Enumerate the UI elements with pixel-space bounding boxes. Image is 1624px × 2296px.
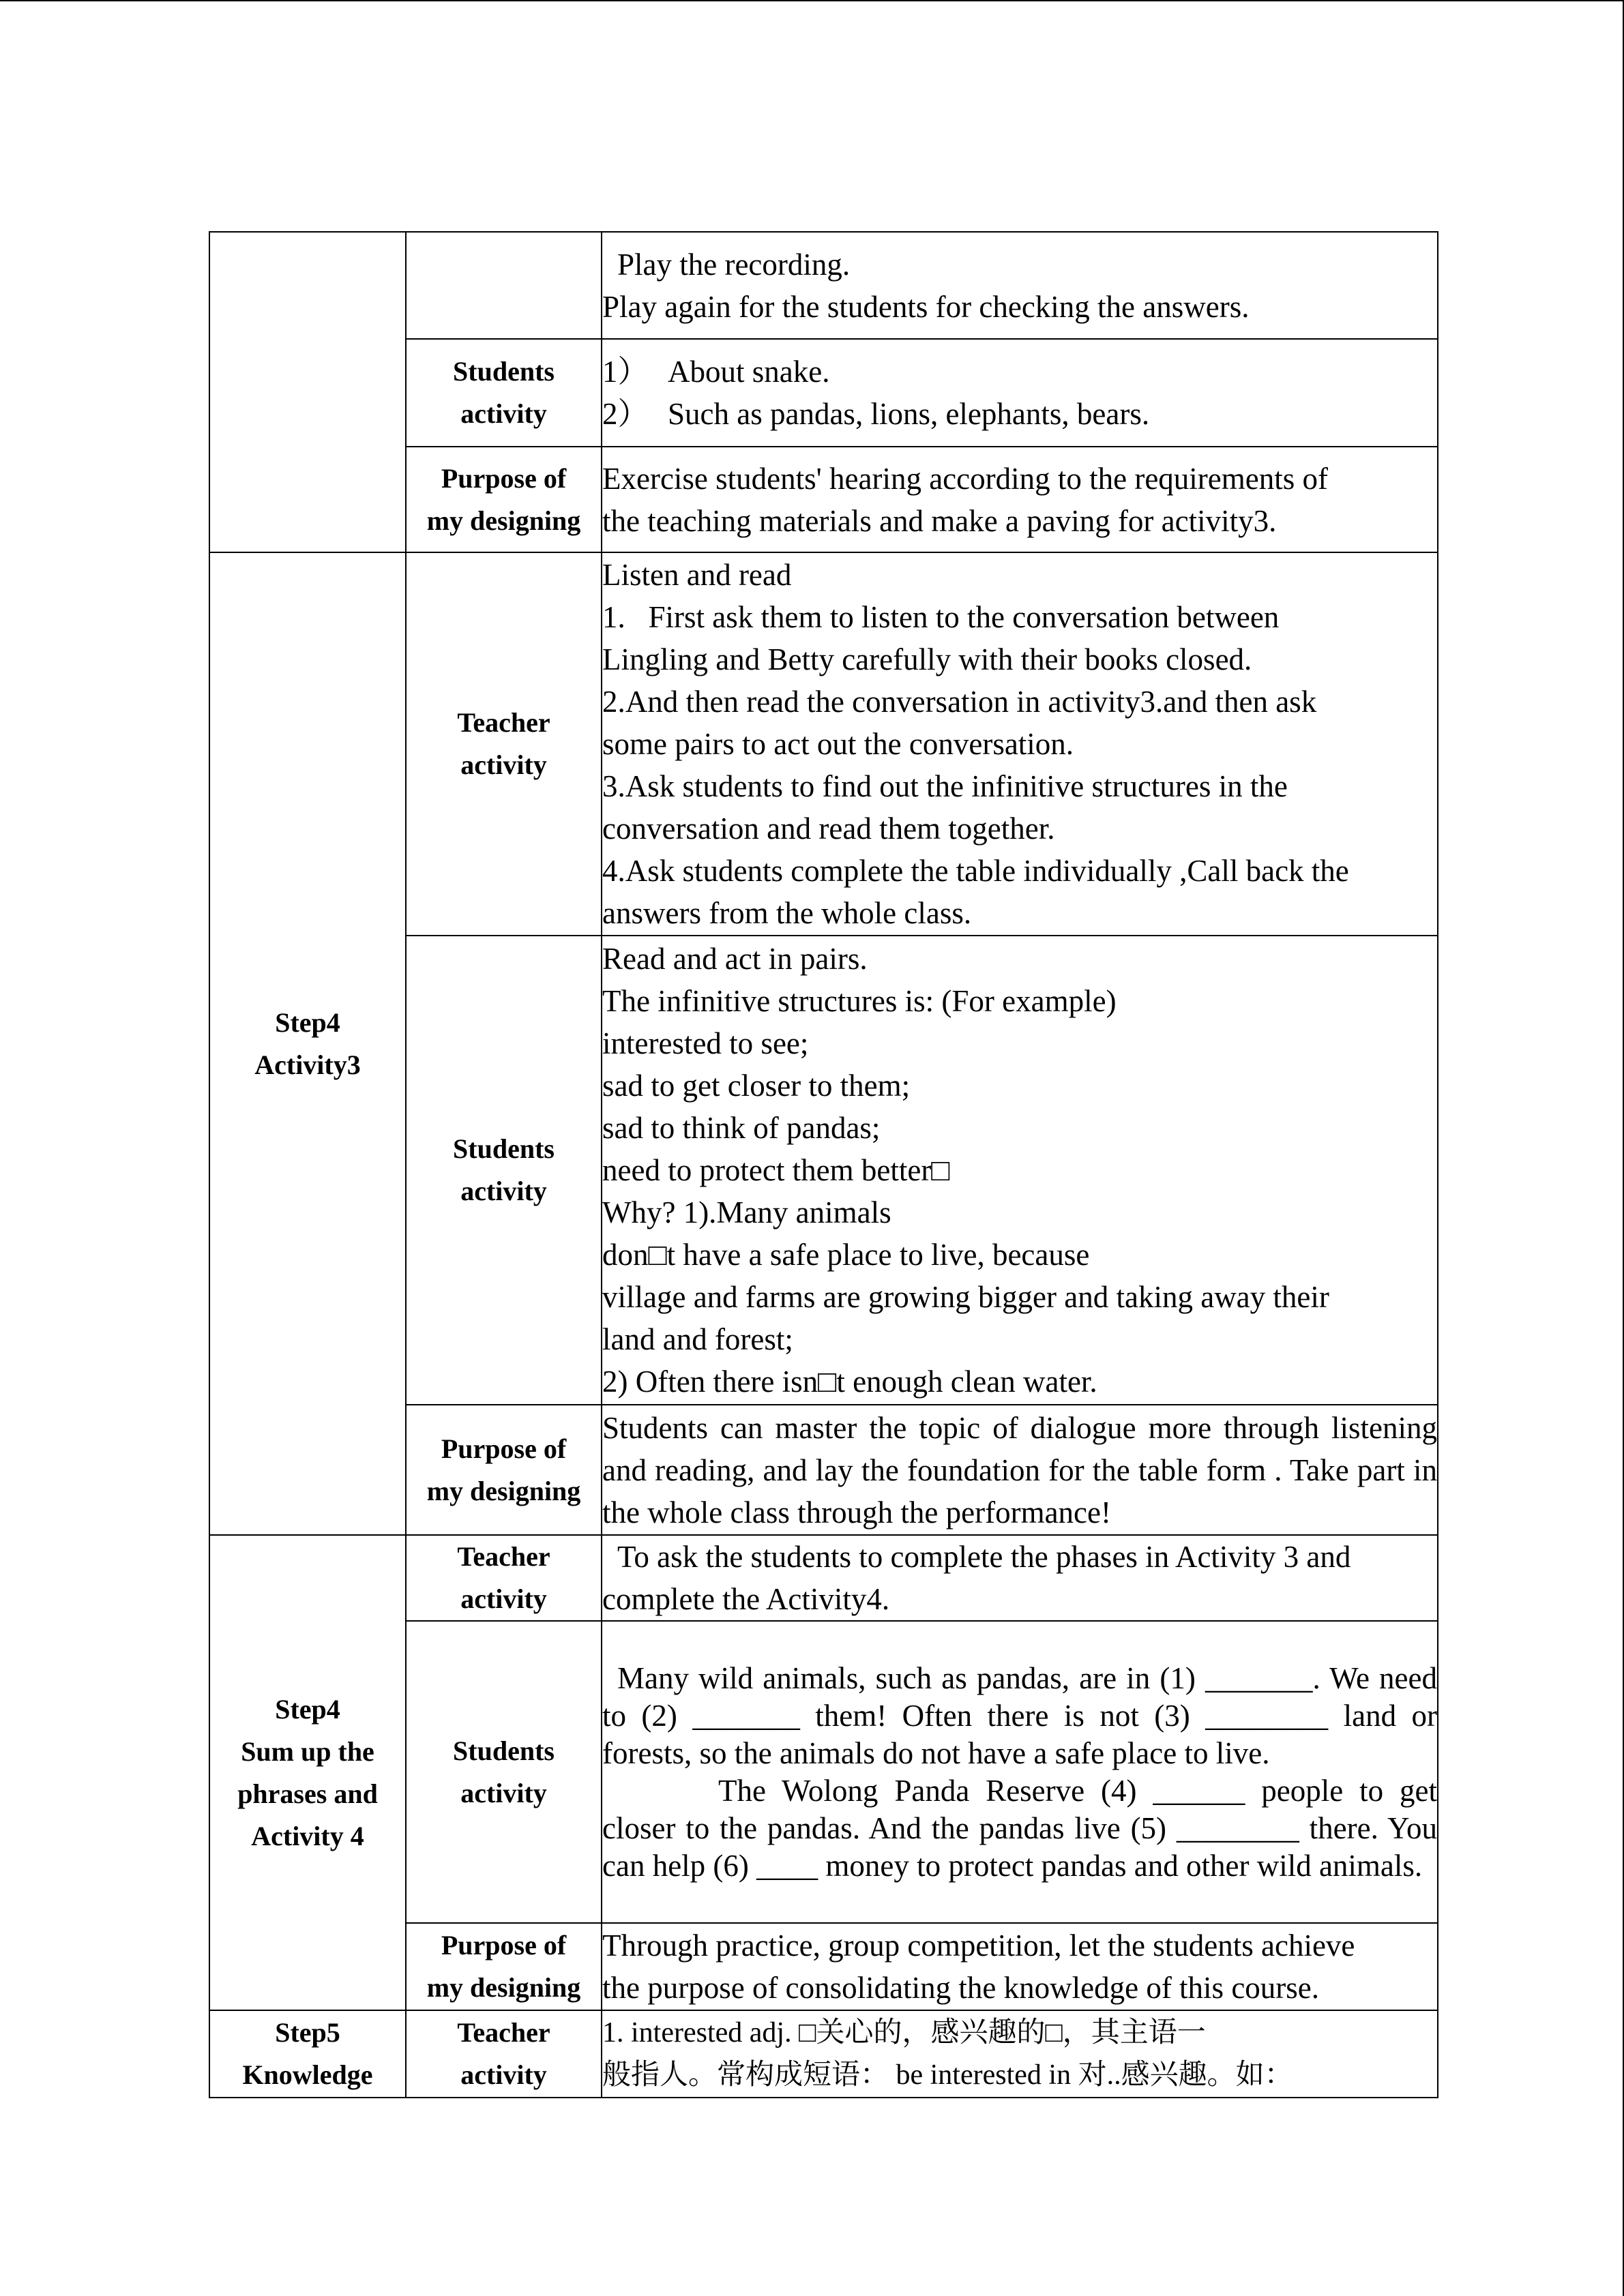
table-row (209, 232, 1438, 339)
purpose-content (602, 1923, 1438, 2010)
list-number: 1） (602, 355, 649, 389)
step-label-line: Sum up the (241, 1735, 374, 1767)
content-line: don□t have a safe place to live, because (602, 1238, 1090, 1272)
students-activity-content (602, 936, 1438, 1405)
role-cell-students-activity (406, 936, 602, 1405)
students-activity-content (602, 339, 1438, 447)
teacher-activity-content (602, 232, 1438, 339)
cloze-paragraph: Many wild animals, such as pandas, are in (1) _______. We need to (2) _______ them! Often there is not (3) ________ land or forests, so the animals do not have a safe place to live. (602, 1660, 1437, 1770)
step-label-line: Step5 (275, 2017, 340, 2048)
step-label-line: Step4 (275, 1693, 340, 1725)
content-line: sad to think of pandas; (602, 1111, 881, 1145)
content-line: the teaching materials and make a paving for activity3. (602, 503, 1277, 538)
role-cell-purpose (406, 447, 602, 552)
content-line: 3.Ask students to find out the infinitive structures in the (602, 769, 1288, 803)
content-line: Lingling and Betty carefully with their books closed. (602, 642, 1252, 676)
teacher-paragraph: To ask the students to complete the phases in Activity 3 and complete the Activity4. (602, 1540, 1351, 1616)
content-line: Exercise students' hearing according to the requirements of (602, 461, 1328, 496)
content-line: the purpose of consolidating the knowledge of this course. (602, 1971, 1320, 2005)
table-row (209, 1535, 1438, 1621)
content-line: 1. interested adj. □关心的，感兴趣的□，其主语一 (602, 2017, 1206, 2048)
role-label: my designing (426, 1972, 581, 2003)
role-cell-teacher-activity (406, 552, 602, 936)
role-label: activity (460, 2059, 547, 2090)
role-label: Purpose of (441, 1433, 567, 1464)
list-number: 2） (602, 397, 649, 431)
role-label: Teacher (457, 2017, 550, 2048)
content-line: sad to get closer to them; (602, 1069, 911, 1103)
role-label: Students (453, 356, 555, 387)
role-label: Teacher (457, 707, 550, 738)
role-cell-purpose (406, 1405, 602, 1535)
step-label-line: Activity 4 (251, 1820, 364, 1851)
role-cell-purpose (406, 1923, 602, 2010)
content-line: Play again for the students for checking the answers. (602, 289, 1250, 324)
role-cell-students-activity (406, 339, 602, 447)
role-label: Purpose of (441, 1930, 567, 1960)
content-line: 4.Ask students complete the table individually ,Call back the (602, 854, 1349, 888)
role-label: Teacher (457, 1541, 550, 1572)
role-label: activity (460, 1777, 547, 1808)
content-line: land and forest; (602, 1322, 793, 1356)
content-line: answers from the whole class. (602, 896, 972, 930)
teacher-activity-content (602, 552, 1438, 936)
content-line: conversation and read them together. (602, 811, 1055, 846)
purpose-content (602, 447, 1438, 552)
content-line: some pairs to act out the conversation. (602, 727, 1074, 761)
step-label-line: phrases and (237, 1778, 378, 1809)
step-cell-continued (209, 232, 406, 552)
role-label: activity (460, 398, 547, 429)
lesson-plan-table (209, 231, 1438, 2098)
role-cell-empty (406, 232, 602, 339)
step-label-step5-knowledge (209, 2010, 406, 2098)
teacher-activity-content (602, 1535, 1438, 1621)
role-label: Students (453, 1735, 555, 1766)
content-line: 1. First ask them to listen to the conversation between (602, 600, 1280, 634)
list-item (602, 351, 1437, 393)
teacher-activity-content (602, 2010, 1438, 2098)
role-label: activity (460, 749, 547, 780)
role-label: activity (460, 1583, 547, 1614)
role-label: my designing (426, 505, 581, 536)
list-text: Such as pandas, lions, elephants, bears. (668, 397, 1150, 431)
content-line: Listen and read (602, 558, 792, 592)
purpose-paragraph: Students can master the topic of dialogue more through listening and reading, and lay the foundation for the table form . Take part in the whole class through the performance! (602, 1410, 1437, 1530)
step-label-step4-activity3 (209, 552, 406, 1535)
role-label: activity (460, 1176, 547, 1206)
table-row (209, 2010, 1438, 2098)
content-line: 般指人。常构成短语： be interested in 对..感兴趣。如： (602, 2059, 1293, 2091)
role-label: Students (453, 1133, 555, 1164)
content-line: 2.And then read the conversation in activity3.and then ask (602, 685, 1317, 719)
role-cell-students-activity (406, 1621, 602, 1923)
cloze-paragraph: The Wolong Panda Reserve (4) ______ people to get closer to the pandas. And the pandas live (5) ________ there. You can help (6) ____ money to protect pandas and other wild animals. (602, 1773, 1437, 1883)
students-activity-content (602, 1621, 1438, 1923)
step-label-step4-activity4 (209, 1535, 406, 2010)
role-cell-teacher-activity (406, 1535, 602, 1621)
role-label: my designing (426, 1475, 581, 1506)
list-item (602, 393, 1437, 435)
content-line: The infinitive structures is: (For example) (602, 984, 1117, 1018)
content-line: Read and act in pairs. (602, 942, 868, 976)
content-line: Play the recording. (617, 247, 851, 282)
content-line: interested to see; (602, 1026, 809, 1060)
content-line: 2) Often there isn□t enough clean water. (602, 1365, 1097, 1399)
purpose-content (602, 1405, 1438, 1535)
role-cell-teacher-activity (406, 2010, 602, 2098)
step-label-line: Step4 (275, 1007, 340, 1038)
step-label-line: Activity3 (254, 1049, 361, 1080)
content-line: need to protect them better□ (602, 1153, 950, 1187)
role-label: Purpose of (441, 462, 567, 494)
content-line: village and farms are growing bigger and taking away their (602, 1280, 1329, 1314)
content-line: Why? 1).Many animals (602, 1195, 891, 1229)
step-label-line: Knowledge (242, 2059, 373, 2090)
table-row (209, 552, 1438, 936)
list-text: About snake. (668, 355, 830, 389)
content-line: Through practice, group competition, let the students achieve (602, 1928, 1355, 1963)
